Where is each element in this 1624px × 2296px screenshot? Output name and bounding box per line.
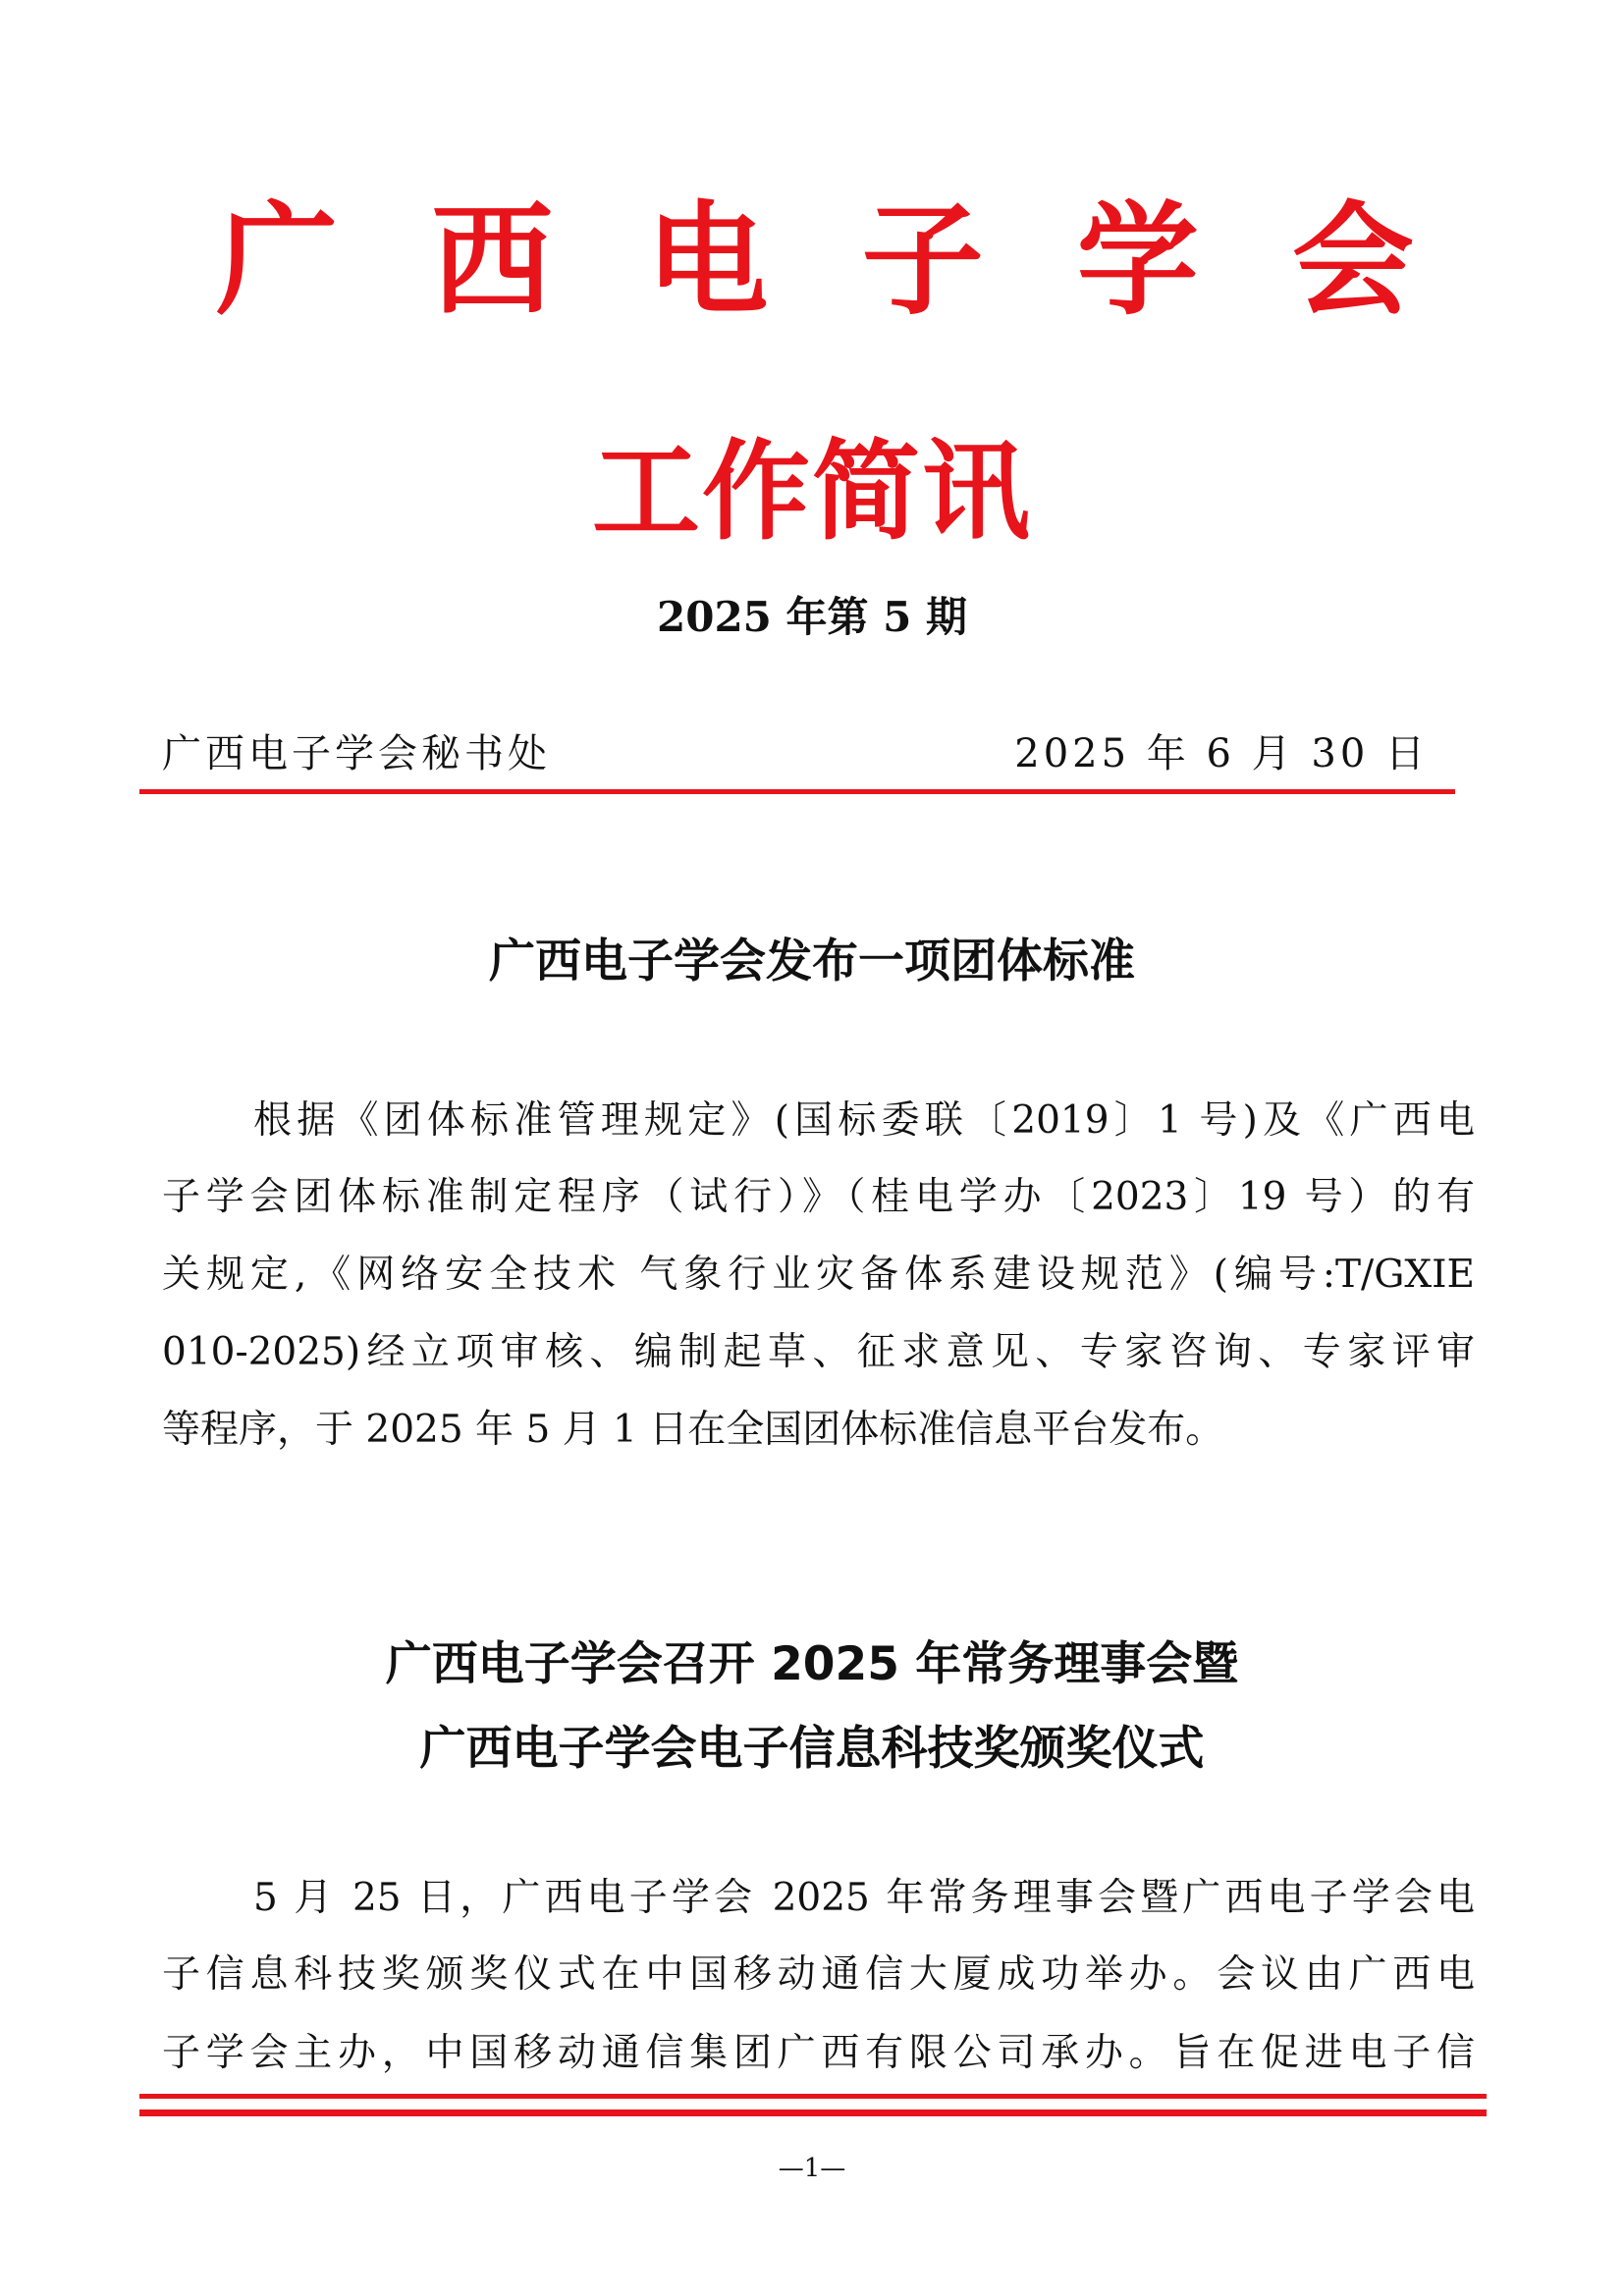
body-line: 010-2025)经立项审核、编制起草、征求意见、专家咨询、专家评审: [162, 1330, 1475, 1374]
issue-number: 2025 年第 5 期: [657, 593, 967, 641]
body-line: 子学会团体标准制定程序（试行）》（桂电学办〔2023〕19 号）的有: [162, 1175, 1475, 1219]
body-line: 根据《团体标准管理规定》(国标委联〔2019〕1 号)及《广西电: [253, 1098, 1475, 1143]
body-line: 等程序，于 2025 年 5 月 1 日在全国团体标准信息平台发布。: [162, 1408, 1224, 1452]
masthead-title-char: 西: [431, 190, 554, 332]
body-line: 子信息科技奖颁奖仪式在中国移动通信大厦成功举办。会议由广西电: [162, 1952, 1475, 1997]
masthead-title-char: 电: [646, 190, 769, 332]
footer-divider-thin: [139, 2094, 1487, 2099]
masthead-title-char: 会: [1291, 190, 1414, 332]
masthead-title-char: 广: [216, 190, 339, 332]
body-line: 关规定,《网络安全技术 气象行业灾备体系建设规范》(编号:T/GXIE: [162, 1253, 1475, 1297]
masthead-title-char: 子: [861, 190, 984, 332]
masthead-title-char: 学: [1076, 190, 1199, 332]
article-1-heading: 广西电子学会发布一项团体标准: [489, 934, 1135, 988]
masthead-title: [216, 192, 1414, 330]
meta-row: [162, 729, 1429, 778]
header-divider: [139, 789, 1455, 794]
issuing-office: 广西电子学会秘书处: [162, 731, 551, 776]
issue-date: 2025 年 6 月 30 日: [1014, 731, 1429, 776]
article-2-heading-line-1: 广西电子学会召开 2025 年常务理事会暨: [385, 1637, 1239, 1691]
body-line: 子学会主办，中国移动通信集团广西有限公司承办。旨在促进电子信: [162, 2031, 1475, 2075]
body-line: 5 月 25 日，广西电子学会 2025 年常务理事会暨广西电子学会电: [253, 1876, 1475, 1920]
footer-divider-thick: [139, 2109, 1487, 2116]
page-number: —1—: [778, 2154, 846, 2183]
article-2-heading-line-2: 广西电子学会电子信息科技奖颁奖仪式: [419, 1722, 1205, 1776]
masthead-subtitle: 工作简讯: [592, 429, 1032, 555]
